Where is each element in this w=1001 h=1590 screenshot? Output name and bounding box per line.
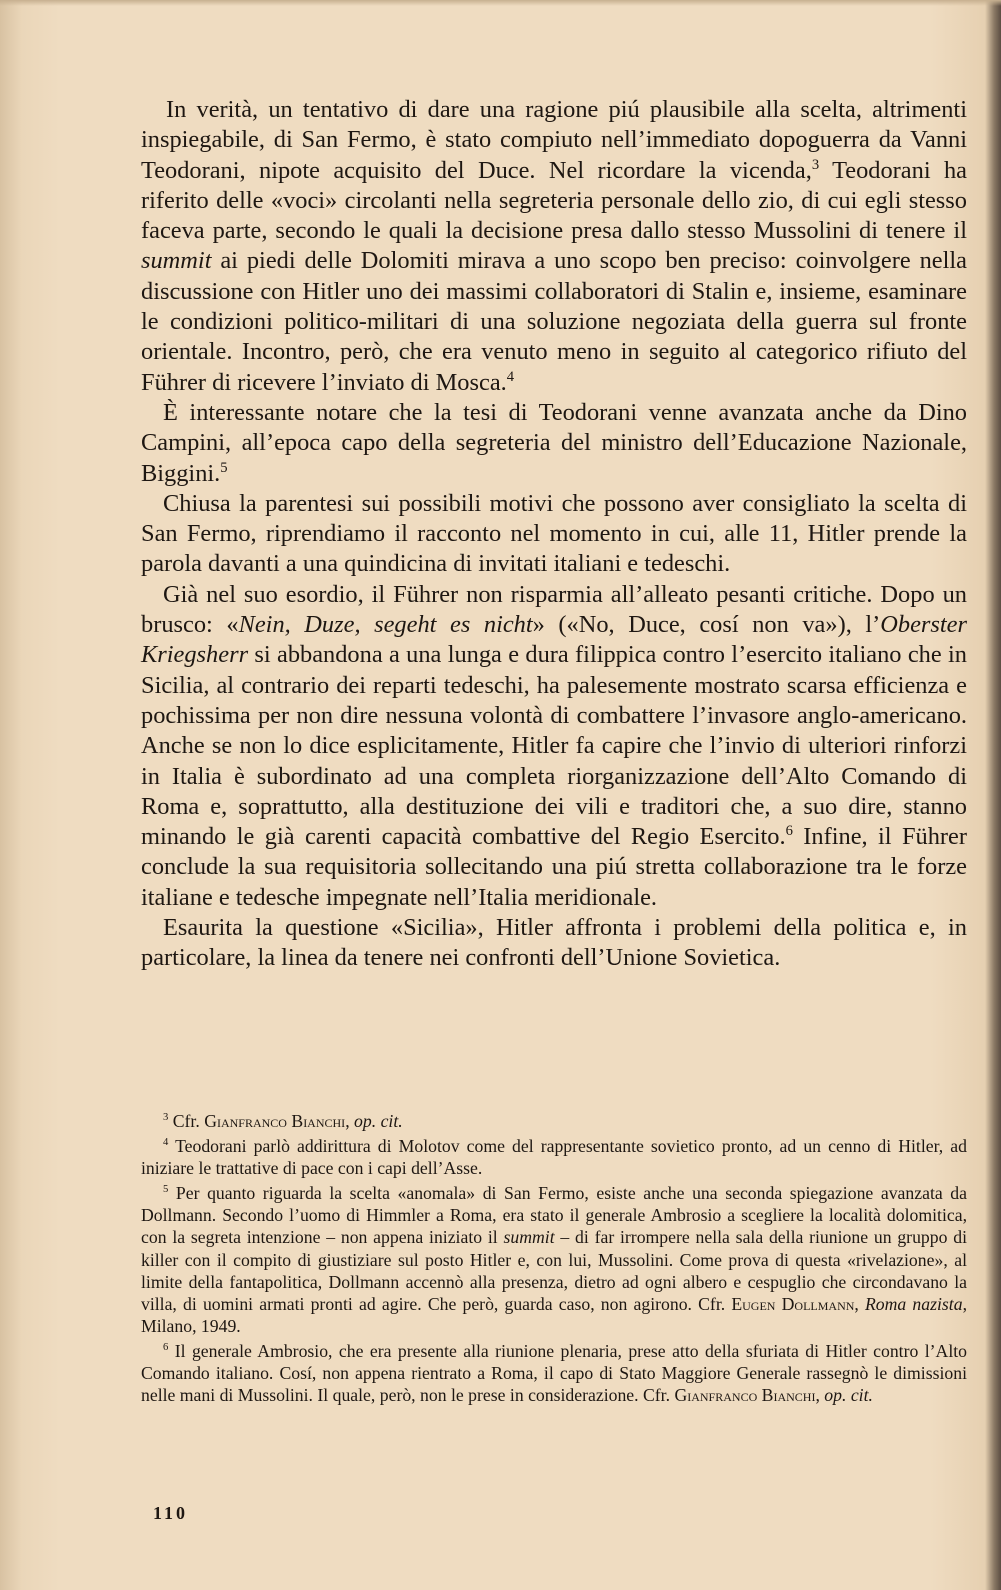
text-run: Già nel suo esordio, il Führer non risparmia all’alleato pesanti critiche. Dopo un brusco: « bbox=[141, 580, 967, 639]
footnote-3 bbox=[141, 1110, 967, 1132]
text-run: Cfr. bbox=[168, 1111, 205, 1131]
text-run: , bbox=[345, 1111, 355, 1131]
italic-quote: Nein, Duze, segeht es nicht bbox=[238, 611, 533, 639]
italic-term: summit bbox=[141, 247, 212, 275]
footnote-ref-5: 5 bbox=[220, 459, 228, 476]
text-run: Teodorani parlò addirittura di Molotov come del rappresentante sovietico pronto, ad un cenno di Hitler, ad iniziare le trattative di pace con i capi dell’Asse. bbox=[141, 1136, 967, 1179]
italic-term: Oberster Kriegsherr bbox=[141, 611, 967, 669]
text-run: Il generale Ambrosio, che era presente alla riunione plenaria, prese atto della sfuriata di Hitler contro l’Alto Comando italiano. Cosí, non appena rientrato a Roma, il capo di Stato Maggiore Generale rassegnò le dimissioni nelle mani di Mussolini. Il quale, però, non le prese in considerazione. Cfr. bbox=[141, 1340, 967, 1406]
footnote-number: 4 bbox=[163, 1137, 169, 1149]
text-run: Chiusa la parentesi sui possibili motivi che possono aver consigliato la scelta di San Fermo, riprendiamo il racconto nel momento in cui, alle 11, Hitler prende la parola davanti a una quindicina di invitati italiani e tedeschi. bbox=[141, 489, 967, 578]
text-run: , bbox=[815, 1385, 825, 1406]
footnote-ref-4: 4 bbox=[506, 368, 515, 385]
footnote-5 bbox=[141, 1182, 967, 1337]
text-run: Per quanto riguarda la scelta «anomala» di San Fermo, esiste anche una seconda spiegazione avanzata da Dollmann. Secondo l’uomo di Himmler a Roma, era stato il generale Ambrosio a scegliere la località dolomitica, con la segreta intenzione – non appena iniziato il bbox=[141, 1183, 967, 1248]
author-name: Gianfranco Bianchi bbox=[204, 1111, 346, 1131]
italic-term: op. cit. bbox=[824, 1385, 873, 1406]
text-run: Esaurita la questione «Sicilia», Hitler affronta i problemi della politica e, in particolare, la linea da tenere nei confronti dell’Unione Sovietica. bbox=[141, 914, 967, 972]
page-number: 110 bbox=[153, 1503, 189, 1523]
text-run: si abbandona a una lunga e dura filippica contro l’esercito italiano che in Sicilia, al contrario dei reparti tedeschi, ha palesemente mostrato scarsa efficienza e pochissima per non dire nessuna volontà di combattere l’invasore anglo-americano. Anche se non lo dice esplicitamente, Hitler fa capire che l’invio di ulteriori rinforzi in Italia è subordinato ad una completa riorganizzazione dell’Alto Comando di Roma e, soprattutto, alla destituzione dei vili e traditori che, a suo dire, stanno minando le già carenti capacità combattive del Regio Esercito. bbox=[141, 641, 967, 851]
italic-term: op. cit. bbox=[354, 1111, 403, 1131]
main-text bbox=[141, 95, 967, 974]
text-run: Infine, il Führer conclude la sua requisitoria sollecitando una piú stretta collaborazione tra le forze italiane e tedesche impegnate nell’Italia meridionale. bbox=[141, 823, 967, 911]
paragraph-3 bbox=[141, 489, 967, 580]
footnote-6 bbox=[141, 1340, 967, 1406]
footnote-4 bbox=[141, 1135, 967, 1179]
page-top-edge bbox=[0, 0, 1001, 6]
author-name: Gianfranco Bianchi bbox=[674, 1385, 816, 1406]
text-run: ai piedi delle Dolomiti mirava a uno scopo ben preciso: coinvolgere nella discussione con Hitler uno dei massimi collaboratori di Stalin e, insieme, esaminare le condizioni politico-militari di una soluzione negoziata della guerra sul fronte orientale. Incontro, però, che era venuto meno in seguito al categorico rifiuto del Führer di ricevere l’inviato di Mosca. bbox=[141, 247, 967, 396]
paragraph-2 bbox=[141, 398, 967, 489]
text-run: » («No, Duce, cosí non va»), l’ bbox=[532, 611, 881, 639]
footnote-number: 3 bbox=[163, 1112, 169, 1124]
footnotes bbox=[141, 1110, 967, 1409]
paragraph-4 bbox=[141, 580, 967, 913]
italic-term: summit bbox=[503, 1227, 555, 1248]
paragraph-5 bbox=[141, 913, 967, 974]
text-run: In verità, un tentativo di dare una ragione piú plausibile alla scelta, altrimenti inspiegabile, di San Fermo, è stato compiuto nell’immediato dopoguerra da Vanni Teodorani, nipote acquisito del Duce. Nel ricordare la vicenda, bbox=[141, 96, 967, 184]
paragraph-1 bbox=[141, 95, 967, 398]
text-run: , Milano, 1949. bbox=[141, 1293, 967, 1336]
text-run: Teodorani ha riferito delle «voci» circolanti nella segreteria personale dello zio, di cui egli stesso faceva parte, secondo le quali la decisione presa dallo stesso Mussolini di tenere il bbox=[141, 156, 967, 245]
author-name: Eugen Dollmann bbox=[731, 1293, 855, 1314]
footnote-ref-6: 6 bbox=[785, 823, 793, 839]
book-title: Roma nazista bbox=[865, 1293, 963, 1314]
footnote-ref-3: 3 bbox=[811, 156, 820, 173]
text-run: È interessante notare che la tesi di Teodorani venne avanzata anche da Dino Campini, all’epoca capo della segreteria del ministro dell’Educazione Nazionale, Biggini. bbox=[141, 398, 967, 487]
footnote-number: 6 bbox=[163, 1342, 169, 1354]
text-run: , bbox=[854, 1293, 865, 1314]
footnote-number: 5 bbox=[163, 1184, 169, 1196]
text-run: – di far irrompere nella sala della riunione un gruppo di killer con il compito di giustiziare sul posto Hitler e, con lui, Mussolini. Come prova di questa «rivelazione», al limite della fantapolitica, Dollmann accennò alla presenza, dietro ad ogni albero e cespuglio che circondavano la villa, di uomini armati pronti ad agire. Che però, guarda caso, non agirono. Cfr. bbox=[141, 1227, 967, 1314]
